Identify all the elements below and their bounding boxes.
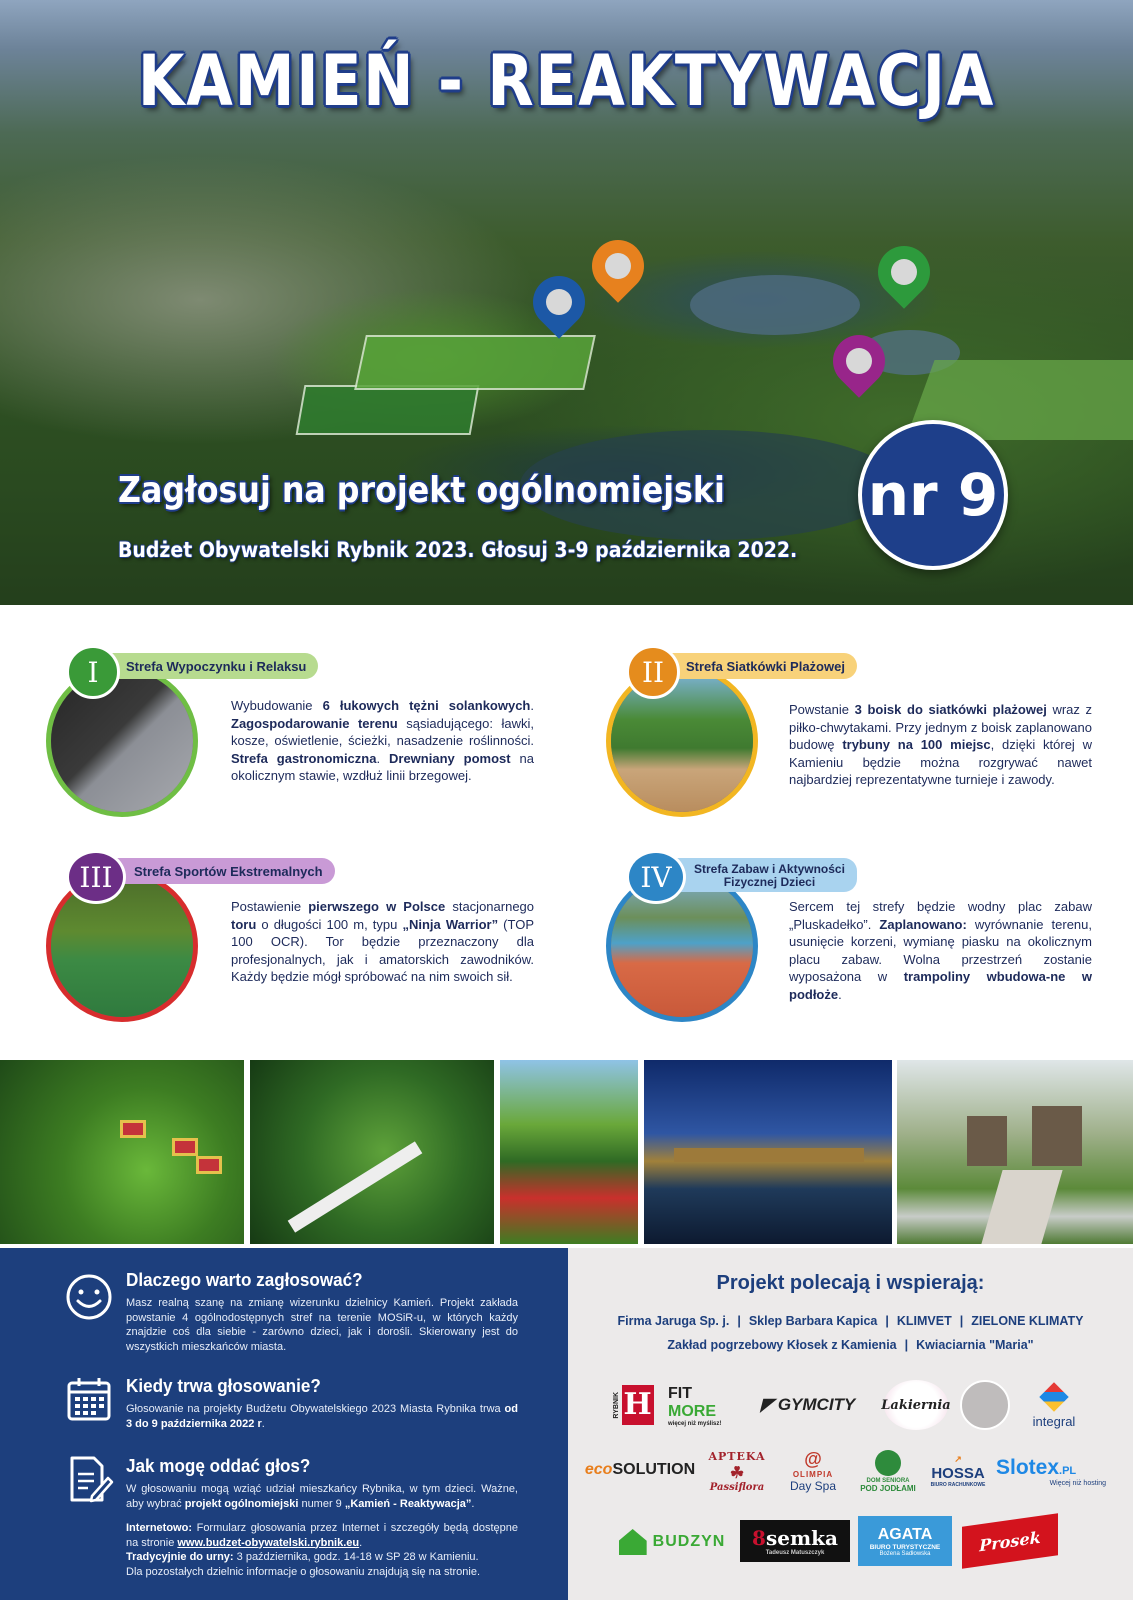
logos-row [568,1512,1133,1572]
logos-row [568,1442,1133,1502]
budzyn-logo: BUDZYN [612,1522,732,1562]
apteka-passiflora-logo: APTEKA ☘ Passiflora [708,1449,766,1493]
how-vote-section [126,1456,518,1579]
calendar-icon [64,1374,114,1424]
path-render [981,1170,1062,1244]
tower-render [967,1116,1007,1166]
sponsor-name: Zakład pogrzebowy Kłosek z Kamienia [667,1338,897,1352]
semka-logo: 8semka Tadeusz Matuszczyk [740,1520,850,1562]
round-partner-logo [960,1380,1010,1430]
why-vote-heading: Dlaczego warto zagłosować? [126,1270,363,1290]
logos-row [568,1378,1133,1438]
zone-description: Wybudowanie 6 łukowych tężni solankowych. Zagospodarowanie terenu sąsiadującego: ławki, kosze, oświetlenie, ścieżki, nasadzenie roślinności. Strefa gastronomiczna. Drewniany pomost na okolicznym stawie, wzdłuż linii brzegowej. [231,698,534,783]
gymcity-logo: ◤ GYMCITY [760,1395,856,1414]
zone-tag: Strefa Zabaw i Aktywności Fizycznej Dzieci [676,858,857,892]
when-vote-heading: Kiedy trwa głosowanie? [126,1376,321,1396]
sponsor-list-line: Firma Jaruga Sp. j. | Sklep Barbara Kapica | KLIMVET | ZIELONE KLIMATY [617,1314,1084,1328]
visualization-photo [0,1060,244,1244]
visualization-photo [897,1060,1133,1244]
zone-photo [46,665,198,817]
hossa-logo: ↗ HOSSA BIURO RACHUNKOWE [930,1454,986,1488]
football-pitch [354,335,596,390]
olimpia-day-spa-logo: @ OLIMPIA Day Spa [789,1449,837,1493]
map-pin-green-icon [867,235,941,309]
zone-description: Postawienie pierwszego w Polsce stacjonarnego toru o długości 100 m, typu „Ninja Warrior” (TOP 100 OCR). Tor będzie przeznaczony dla profesjonalnych, jak i amatorskich zawodników. Każdy będzie mógł spróbować na nim swoich sił. [231,899,535,984]
fit-more-logo: FIT MORE więcej niż myślisz! [668,1385,722,1427]
integral-logo: integral [1022,1378,1086,1434]
sponsor-list-line: Zakład pogrzebowy Kłosek z Kamienia | Kwiaciarnia "Maria" [667,1338,1034,1352]
zone-tag: Strefa Sportów Ekstremalnych [116,858,335,884]
document-pen-icon [64,1454,114,1504]
map-pin-orange-icon [581,229,655,303]
offline-vote-text: Tradycyjnie do urny: 3 października, godz. 14-18 w SP 28 w Kamieniu. [126,1551,479,1563]
why-vote-section [126,1270,518,1354]
lakiernia-logo: Lakiernia [884,1380,948,1430]
sponsor-name: Kwiaciarnia "Maria" [916,1338,1034,1352]
zone-photo [606,665,758,817]
water-playground-image [611,875,753,1017]
zone-numeral: II [626,645,680,699]
volleyball-image [611,670,753,812]
sponsor-name: Firma Jaruga Sp. j. [617,1314,730,1328]
agata-logo: AGATA BIURO TURYSTYCZNE Bożena Sadłowska [858,1516,952,1566]
ninja-track-render [288,1141,423,1232]
how-vote-text: W głosowaniu mogą wziąć udział mieszkańcy Rybnika, w tym dzieci. Ważne, aby wybrać projekt ogólnomiejski numer 9 „Kamień - Reaktywacja”. [126,1483,518,1510]
page-title: KAMIEŃ - REAKTYWACJA [137,40,996,122]
when-vote-section [126,1376,518,1431]
zone-tag: Strefa Siatkówki Plażowej [668,653,857,679]
when-vote-text: Głosowanie na projekty Budżetu Obywatelskiego 2023 Miasta Rybnika trwa od 3 do 9 października 2022 r. [126,1403,518,1430]
partners-heading: Projekt polecają i wspierają: [716,1272,985,1294]
tower-render [1032,1106,1082,1166]
visualization-photo [644,1060,892,1244]
other-districts-text: Dla pozostałych dzielnic informacje o głosowaniu znajdują się na stronie. [126,1565,481,1578]
football-pitch-large [296,385,480,435]
dom-seniora-logo: DOM SENIORA POD JODŁAMI [856,1442,920,1500]
prosek-logo: Prosek [962,1513,1058,1568]
visualization-photo [500,1060,638,1244]
voting-info-panel [0,1248,568,1600]
zone-numeral: I [66,645,120,699]
court-render [196,1156,222,1174]
project-number-badge: nr 9 [858,420,1008,570]
eco-solution-logo: eco SOLUTION [584,1461,696,1478]
map-pin-blue-icon [522,265,596,339]
lake [690,275,860,335]
hero-banner [0,0,1133,605]
budget-dates: Budżet Obywatelski Rybnik 2023. Głosuj 3-9 października 2022. [118,538,798,562]
zone-description: Powstanie 3 boisk do siatkówki plażowej wraz z piłko-chwytakami. Przy jednym z boisk zaplanowano budowę trybuny na 100 miejsc, dzięki której w Kamieniu będzie można rozgrywać nawet najbardziej reprezentatywne turnieje i zawody. [789,702,1093,787]
rybnik-logo: RYBNIK H [608,1382,658,1428]
smiley-icon [64,1272,114,1322]
sponsor-name: ZIELONE KLIMATY [971,1314,1084,1328]
vote-call: Zagłosuj na projekt ogólnomiejski [118,470,725,511]
vote-website-link[interactable]: www.budzet-obywatelski.rybnik.eu [177,1536,360,1549]
how-vote-heading: Jak mogę oddać głos? [126,1456,311,1476]
zone-numeral: IV [626,850,686,904]
zone-numeral: III [66,850,126,904]
zone-photo [46,870,198,1022]
online-vote-text: Internetowo: Formularz głosowania przez Internet i szczegóły będą dostępne na stronie www.budzet-obywatelski.rybnik.eu. [126,1522,518,1549]
visualization-photo [250,1060,494,1244]
court-render [120,1120,146,1138]
slotex-logo: Slotex.PL Więcej niż hosting [996,1455,1106,1487]
court-render [172,1138,198,1156]
why-vote-text: Masz realną szanę na zmianę wizerunku dzielnicy Kamień. Projekt zakłada powstanie 4 ogólnodostępnych stref na terenie MOSiR-u, w których każdy znajdzie coś dla siebie - zarówno dzieci, jak i dorośli. Skierowany jest do wszystkich mieszkańców miasta. [126,1297,518,1353]
sponsor-name: Sklep Barbara Kapica [748,1314,878,1328]
zone-photo [606,870,758,1022]
ninja-course-image [51,875,193,1017]
sponsor-name: KLIMVET [896,1314,952,1328]
zone-tag: Strefa Wypoczynku i Relaksu [108,653,318,679]
partners-panel [568,1248,1133,1600]
graduation-tower-image [51,670,193,812]
zone-description: Sercem tej strefy będzie wodny plac zabaw „Pluskadełko”. Zaplanowano: wyrównanie terenu, usunięcie korzeni, wymianę piasku na okolicznym placu zabaw. Wolna przestrzeń zostanie wyposażona w trampoliny wbudowa-ne w podłoże. [789,899,1092,1002]
pier-render [674,1148,864,1162]
